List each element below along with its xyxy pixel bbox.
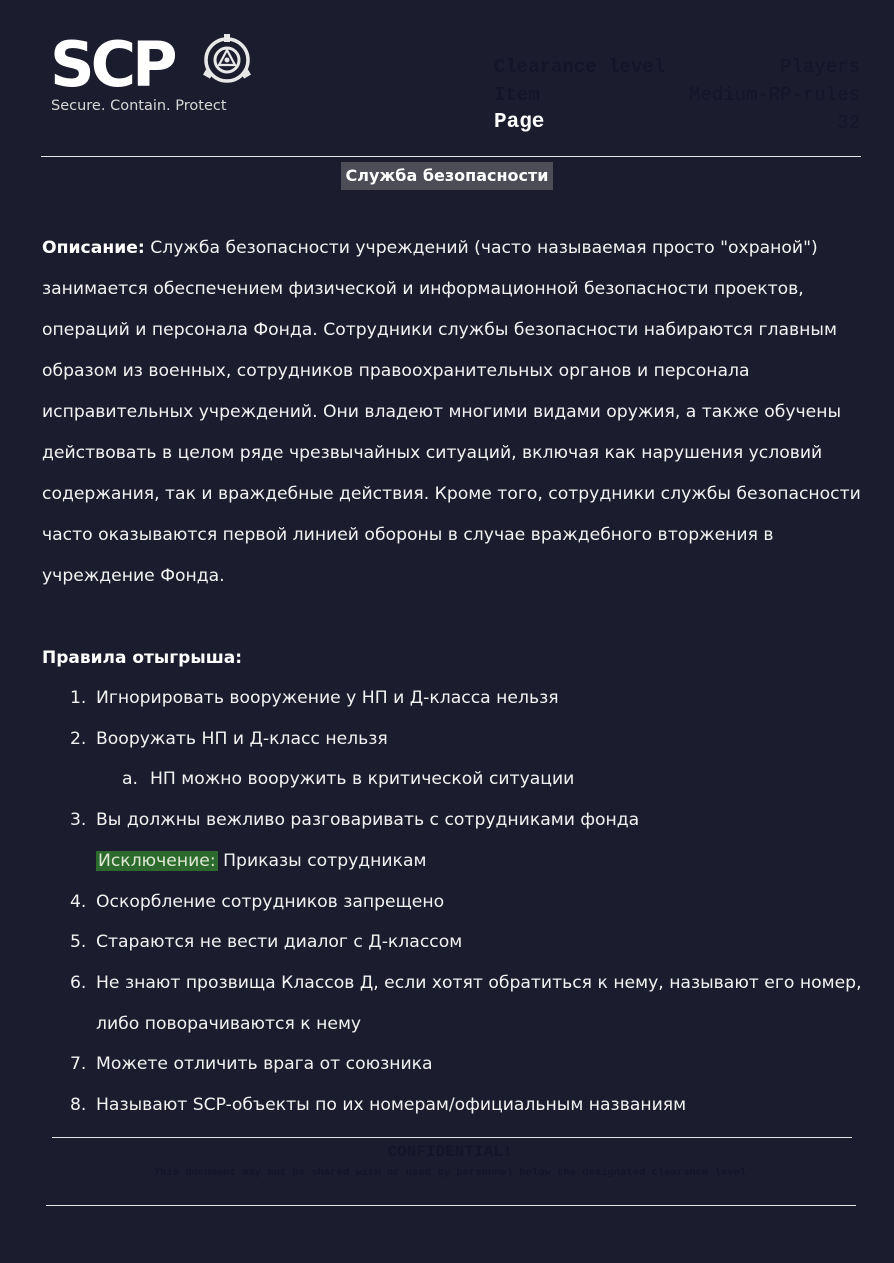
document-meta <box>494 53 860 137</box>
page-number: 32 <box>837 112 860 134</box>
footer-top-divider <box>52 1137 852 1138</box>
list-text: Называют SCP-объекты по их номерам/официальным названиям <box>96 1095 687 1116</box>
exception-note <box>42 841 862 882</box>
exception-text: Приказы сотрудникам <box>217 850 427 871</box>
list-text: Можете отличить врага от союзника <box>96 1054 433 1075</box>
sub-list-text: НП можно вооружить в критической ситуации <box>150 769 575 790</box>
section-title: Служба безопасности <box>341 162 552 190</box>
scp-emblem-icon <box>200 33 254 87</box>
description-paragraph <box>42 228 862 597</box>
logo-wordmark: SCP <box>50 28 174 101</box>
list-number: 8. <box>70 1095 87 1116</box>
list-text: Оскорбление сотрудников запрещено <box>96 891 445 912</box>
description-label: Описание: <box>42 238 145 258</box>
sub-list-number: a. <box>122 769 138 790</box>
list-text: Не знают прозвища Классов Д, если хотят обратиться к нему, называют его номер, либо поворачиваются к нему <box>96 972 862 1034</box>
item-label: Item <box>494 84 540 106</box>
sub-list-item <box>42 759 862 800</box>
footer-bottom-divider <box>46 1205 856 1206</box>
list-item <box>42 719 862 760</box>
list-number: 1. <box>70 688 87 708</box>
page-label: Page <box>494 111 545 134</box>
list-item <box>42 1085 862 1126</box>
list-number: 5. <box>70 932 87 953</box>
list-number: 4. <box>70 891 87 912</box>
confidential-note: This document may not be shared with or used by personnel below the designated clearance level <box>153 1167 747 1179</box>
header-divider <box>41 156 861 157</box>
logo-tagline: Secure. Contain. Protect <box>51 98 227 114</box>
list-item <box>42 882 862 923</box>
list-item <box>42 1044 862 1085</box>
confidential-title: CONFIDENTIAL! <box>387 1143 513 1161</box>
list-text: Игнорировать вооружение у НП и Д-класса нельзя <box>96 688 559 708</box>
description-text: Служба безопасности учреждений (часто называемая просто "охраной") занимается обеспечением физической и информационной безопасности проектов, операций и персонала Фонда. Сотрудники службы безопасности набираются главным образом из военных, сотрудников правоохранительных органов и персонала исправительных учреждений. Они владеют многими видами оружия, а также обучены действовать в целом ряде чрезвычайных ситуаций, включая как нарушения условий содержания, так и враждебные действия. Кроме того, сотрудники службы безопасности часто оказываются первой линией обороны в случае враждебного вторжения в учреждение Фонда. <box>42 238 861 586</box>
list-number: 3. <box>70 810 87 831</box>
list-item <box>42 800 862 841</box>
clearance-value: Players <box>780 56 860 78</box>
list-text: Стараются не вести диалог с Д-классом <box>96 932 463 953</box>
list-text: Вооружать НП и Д-класс нельзя <box>96 728 388 749</box>
exception-label: Исключение: <box>98 850 216 871</box>
list-number: 6. <box>70 972 87 993</box>
list-text: Вы должны вежливо разговаривать с сотрудниками фонда <box>96 810 640 831</box>
list-item <box>42 963 862 1044</box>
confidential-footer <box>40 1142 860 1184</box>
rules-heading: Правила отыгрыша: <box>42 648 243 668</box>
scp-logo <box>48 30 258 122</box>
item-value: Medium-RP-rules <box>688 84 860 106</box>
rules-list <box>42 678 862 1126</box>
list-number: 2. <box>70 728 87 749</box>
list-number: 7. <box>70 1054 87 1075</box>
list-item <box>42 678 862 719</box>
list-item <box>42 922 862 963</box>
clearance-label: Clearance level <box>494 56 666 78</box>
